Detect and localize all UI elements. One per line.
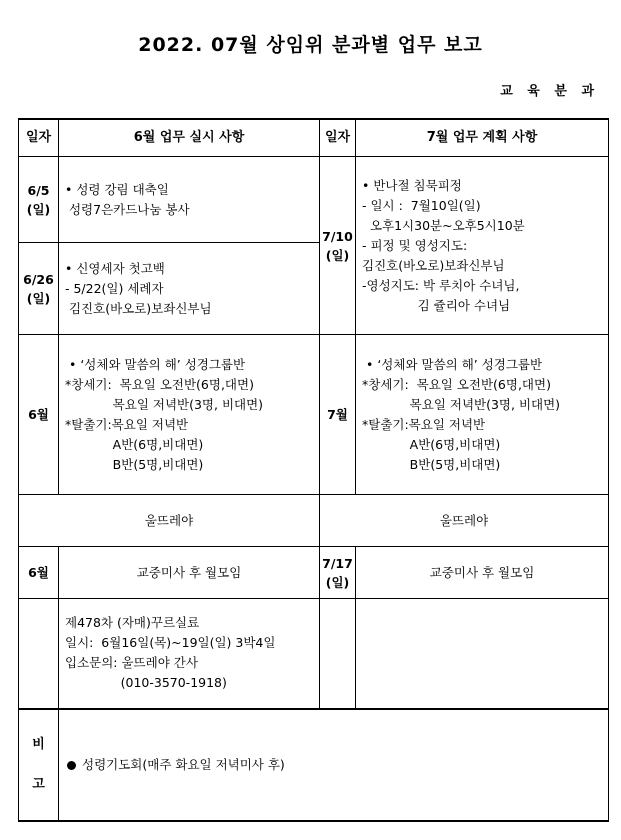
date-cell: 7월 [320, 335, 356, 495]
date-cell: 6월 [19, 547, 59, 599]
content-line: 김진호(바오로)보좌신부님 [362, 257, 505, 273]
date-cell [320, 599, 356, 709]
page-title: 2022. 07월 상임위 분과별 업무 보고 [138, 34, 483, 56]
content-line: - 피정 및 영성지도: [362, 237, 468, 253]
date-cell [320, 547, 356, 599]
date-cell [320, 157, 356, 335]
date-cell: 6월 [19, 335, 59, 495]
june-item-bible-group [59, 335, 320, 495]
table-row [19, 335, 609, 495]
content-line: 목요일 저녁반(3명, 비대면) [65, 396, 264, 412]
content-line: • ‘성체와 말씀의 해’ 성경그룹반 [65, 356, 246, 372]
ultreya-right: 울뜨레야 [320, 495, 609, 547]
content-line: *탈출기:목요일 저녁반 [362, 416, 486, 432]
table-row [19, 547, 609, 599]
date-text: (일) [26, 290, 51, 306]
content-line: • 신영세자 첫고백 [65, 260, 165, 276]
header-june-plan: 6월 업무 실시 사항 [59, 119, 320, 157]
date-text: (일) [26, 201, 51, 217]
june-monthly-meeting: 교중미사 후 월모임 [59, 547, 320, 599]
july-monthly-meeting: 교중미사 후 월모임 [356, 547, 609, 599]
remarks-content [59, 709, 609, 821]
june-item-first-confession [59, 243, 320, 335]
june-item-pentecost [59, 157, 320, 243]
date-cell [19, 599, 59, 709]
date-text: 7/17 [322, 555, 353, 571]
content-line: • 성령 강림 대축일 [65, 181, 169, 197]
july-item-retreat [356, 157, 609, 335]
content-line: 입소문의: 울뜨레야 간사 [65, 655, 198, 671]
content-line: 일시: 6월16일(목)~19일(일) 3박4일 [65, 635, 276, 651]
header-date-right: 일자 [320, 119, 356, 157]
june-item-cursillo [59, 599, 320, 709]
date-cell [19, 243, 59, 335]
content-line: 김진호(바오로)보좌신부님 [65, 300, 212, 316]
empty-cell [356, 599, 609, 709]
header-date-left: 일자 [19, 119, 59, 157]
content-line: 오후1시30분~오후5시10분 [362, 217, 525, 233]
content-line: B반(5명,비대면) [65, 456, 204, 472]
table-row [19, 599, 609, 709]
remarks-text: 성령기도회(매주 화요일 저녁미사 후) [82, 756, 285, 772]
table-row [19, 157, 609, 243]
remarks-label [19, 709, 59, 821]
date-text: 6/5 [27, 182, 50, 198]
content-line: A반(6명,비대면) [362, 436, 501, 452]
july-item-bible-group [356, 335, 609, 495]
content-line: *창세기: 목요일 오전반(6명,대면) [362, 376, 551, 392]
remarks-label-text: 고 [32, 776, 45, 792]
content-line: 김 쥴리아 수녀님 [362, 297, 511, 313]
content-line: (010-3570-1918) [65, 675, 227, 691]
date-text: 7/10 [322, 228, 353, 244]
content-line: 목요일 저녁반(3명, 비대면) [362, 396, 561, 412]
department-label: 교 육 분 과 [500, 84, 599, 99]
content-line: B반(5명,비대면) [362, 456, 501, 472]
content-line: • ‘성체와 말씀의 해’ 성경그룹반 [362, 356, 543, 372]
content-line: 제478차 (자매)꾸르실료 [65, 615, 200, 631]
content-line: 성령7은카드나눔 봉사 [65, 201, 190, 217]
date-text: 6/26 [23, 271, 54, 287]
report-table [18, 118, 609, 822]
date-cell [19, 157, 59, 243]
date-text: (일) [325, 247, 350, 263]
date-text: (일) [325, 574, 350, 590]
content-line: A반(6명,비대면) [65, 436, 204, 452]
header-july-plan: 7월 업무 계획 사항 [356, 119, 609, 157]
table-row [19, 495, 609, 547]
content-line: -영성지도: 박 루치아 수녀님, [362, 277, 520, 293]
header-row [19, 119, 609, 157]
ultreya-left: 울뜨레야 [19, 495, 320, 547]
content-line: • 반나절 침묵피정 [362, 177, 462, 193]
remarks-label-text: 비 [32, 736, 45, 752]
content-line: *창세기: 목요일 오전반(6명,대면) [65, 376, 254, 392]
remarks-row [19, 709, 609, 821]
content-line: - 5/22(일) 세례자 [65, 280, 164, 296]
content-line: - 일시 : 7월10일(일) [362, 197, 481, 213]
bullet-icon [67, 761, 76, 770]
content-line: *탈출기:목요일 저녁반 [65, 416, 189, 432]
